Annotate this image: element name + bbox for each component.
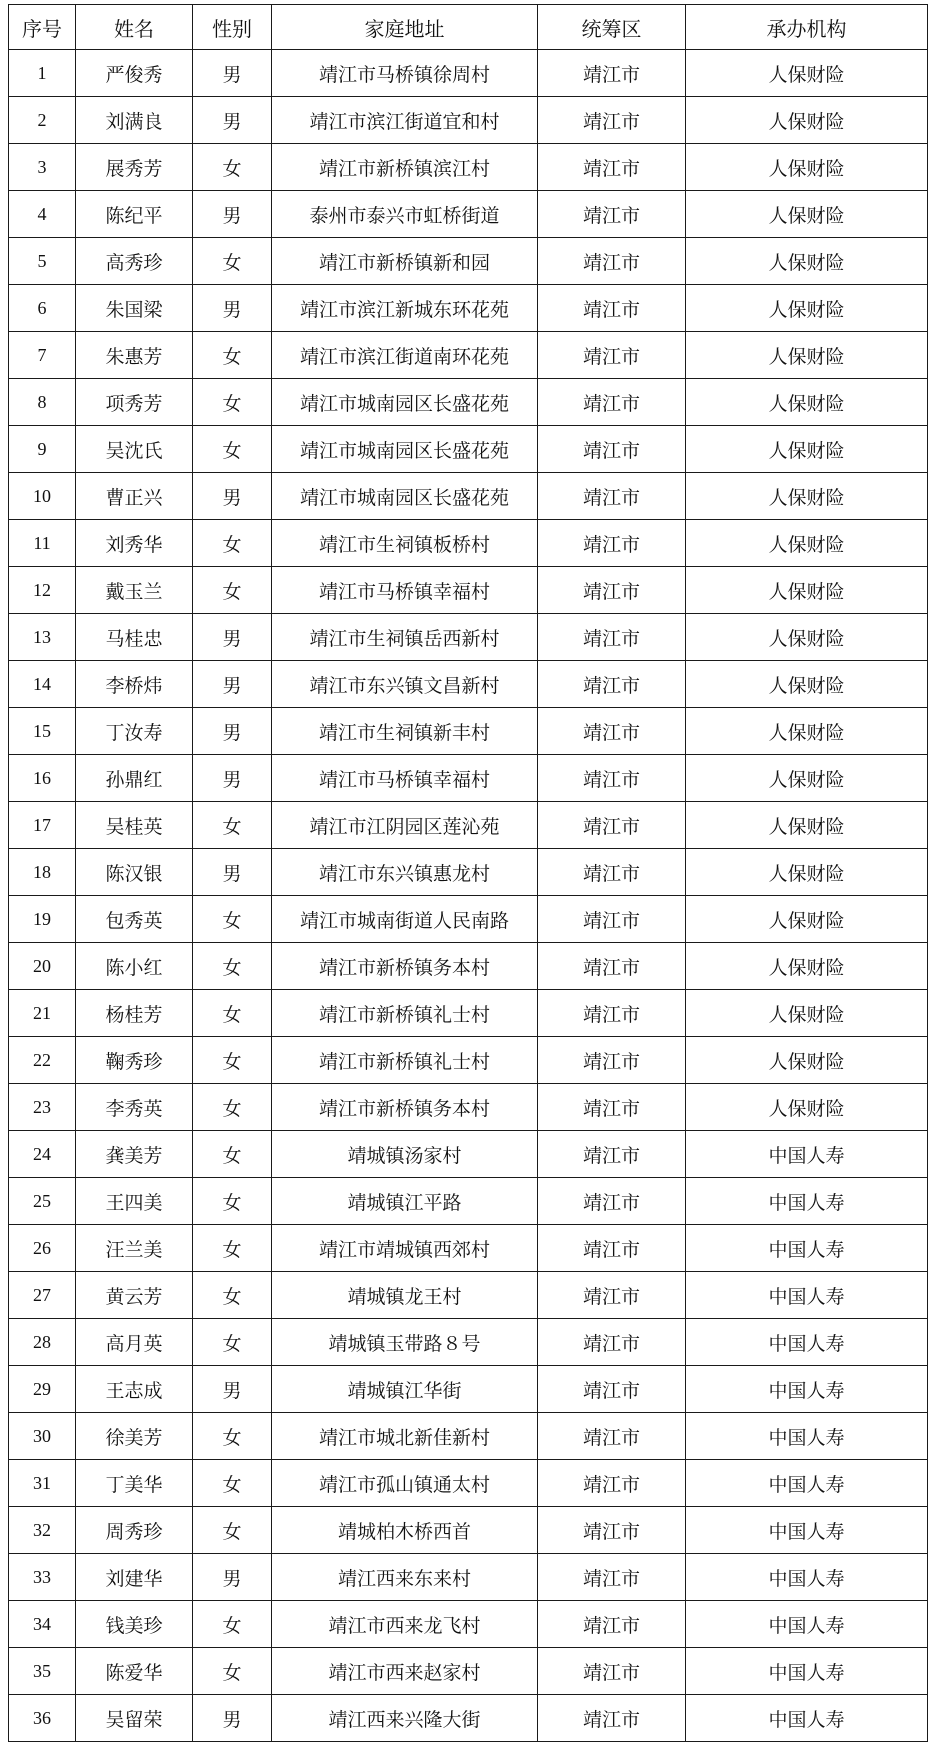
cell-agency: 中国人寿 (686, 1413, 928, 1460)
cell-district: 靖江市 (538, 1601, 686, 1648)
cell-agency: 人保财险 (686, 1037, 928, 1084)
cell-name: 陈汉银 (76, 849, 193, 896)
cell-name: 展秀芳 (76, 144, 193, 191)
cell-address: 靖江市新桥镇滨江村 (272, 144, 538, 191)
cell-gender: 男 (193, 708, 272, 755)
cell-gender: 男 (193, 614, 272, 661)
cell-address: 泰州市泰兴市虹桥街道 (272, 191, 538, 238)
table-row (9, 1460, 928, 1507)
cell-index: 20 (9, 943, 76, 990)
cell-index: 19 (9, 896, 76, 943)
cell-address: 靖江市新桥镇务本村 (272, 943, 538, 990)
cell-agency: 中国人寿 (686, 1366, 928, 1413)
cell-agency: 人保财险 (686, 755, 928, 802)
cell-index: 31 (9, 1460, 76, 1507)
cell-address: 靖城镇玉带路８号 (272, 1319, 538, 1366)
table-row (9, 567, 928, 614)
cell-gender: 男 (193, 50, 272, 97)
cell-name: 龚美芳 (76, 1131, 193, 1178)
cell-index: 30 (9, 1413, 76, 1460)
table-row (9, 802, 928, 849)
cell-address: 靖江市西来龙飞村 (272, 1601, 538, 1648)
cell-index: 10 (9, 473, 76, 520)
cell-name: 孙鼎红 (76, 755, 193, 802)
cell-address: 靖江市生祠镇新丰村 (272, 708, 538, 755)
cell-index: 33 (9, 1554, 76, 1601)
cell-name: 陈纪平 (76, 191, 193, 238)
cell-agency: 中国人寿 (686, 1648, 928, 1695)
cell-index: 32 (9, 1507, 76, 1554)
table-row (9, 1272, 928, 1319)
cell-index: 15 (9, 708, 76, 755)
cell-gender: 女 (193, 990, 272, 1037)
cell-index: 12 (9, 567, 76, 614)
cell-district: 靖江市 (538, 567, 686, 614)
cell-name: 周秀珍 (76, 1507, 193, 1554)
table-row (9, 191, 928, 238)
header-name: 姓名 (76, 5, 193, 50)
cell-district: 靖江市 (538, 1272, 686, 1319)
cell-agency: 中国人寿 (686, 1460, 928, 1507)
cell-name: 李桥炜 (76, 661, 193, 708)
cell-agency: 中国人寿 (686, 1225, 928, 1272)
table-row (9, 1178, 928, 1225)
cell-name: 王志成 (76, 1366, 193, 1413)
cell-agency: 人保财险 (686, 238, 928, 285)
table-row (9, 943, 928, 990)
cell-district: 靖江市 (538, 1131, 686, 1178)
table-row (9, 1131, 928, 1178)
cell-address: 靖江市城南街道人民南路 (272, 896, 538, 943)
cell-address: 靖江市东兴镇惠龙村 (272, 849, 538, 896)
cell-address: 靖城镇龙王村 (272, 1272, 538, 1319)
cell-address: 靖江市城北新佳新村 (272, 1413, 538, 1460)
header-address: 家庭地址 (272, 5, 538, 50)
cell-name: 徐美芳 (76, 1413, 193, 1460)
cell-index: 1 (9, 50, 76, 97)
cell-gender: 女 (193, 1084, 272, 1131)
cell-agency: 人保财险 (686, 943, 928, 990)
cell-index: 2 (9, 97, 76, 144)
cell-gender: 女 (193, 1225, 272, 1272)
table-row (9, 332, 928, 379)
table-row (9, 520, 928, 567)
table-row (9, 285, 928, 332)
cell-address: 靖江市马桥镇徐周村 (272, 50, 538, 97)
cell-index: 4 (9, 191, 76, 238)
cell-index: 28 (9, 1319, 76, 1366)
cell-name: 杨桂芳 (76, 990, 193, 1037)
cell-district: 靖江市 (538, 1037, 686, 1084)
cell-gender: 男 (193, 285, 272, 332)
cell-agency: 人保财险 (686, 97, 928, 144)
cell-agency: 中国人寿 (686, 1507, 928, 1554)
cell-agency: 人保财险 (686, 191, 928, 238)
cell-gender: 男 (193, 473, 272, 520)
cell-address: 靖江市靖城镇西郊村 (272, 1225, 538, 1272)
cell-index: 18 (9, 849, 76, 896)
cell-name: 陈小红 (76, 943, 193, 990)
header-row (9, 5, 928, 50)
cell-district: 靖江市 (538, 1084, 686, 1131)
cell-gender: 男 (193, 1366, 272, 1413)
cell-index: 21 (9, 990, 76, 1037)
cell-gender: 女 (193, 1413, 272, 1460)
cell-name: 李秀英 (76, 1084, 193, 1131)
cell-agency: 中国人寿 (686, 1554, 928, 1601)
cell-district: 靖江市 (538, 379, 686, 426)
cell-gender: 女 (193, 1131, 272, 1178)
cell-index: 22 (9, 1037, 76, 1084)
header-agency: 承办机构 (686, 5, 928, 50)
table-row (9, 661, 928, 708)
cell-name: 陈爱华 (76, 1648, 193, 1695)
cell-index: 6 (9, 285, 76, 332)
cell-gender: 女 (193, 1319, 272, 1366)
table-row (9, 50, 928, 97)
cell-index: 3 (9, 144, 76, 191)
cell-gender: 男 (193, 661, 272, 708)
cell-gender: 男 (193, 1554, 272, 1601)
cell-gender: 女 (193, 567, 272, 614)
cell-index: 7 (9, 332, 76, 379)
table-row (9, 990, 928, 1037)
cell-name: 刘建华 (76, 1554, 193, 1601)
cell-index: 25 (9, 1178, 76, 1225)
cell-name: 王四美 (76, 1178, 193, 1225)
cell-district: 靖江市 (538, 520, 686, 567)
cell-gender: 女 (193, 332, 272, 379)
cell-agency: 人保财险 (686, 520, 928, 567)
cell-name: 马桂忠 (76, 614, 193, 661)
cell-district: 靖江市 (538, 1178, 686, 1225)
cell-gender: 男 (193, 755, 272, 802)
cell-district: 靖江市 (538, 191, 686, 238)
cell-address: 靖江市滨江新城东环花苑 (272, 285, 538, 332)
cell-address: 靖江市孤山镇通太村 (272, 1460, 538, 1507)
cell-index: 5 (9, 238, 76, 285)
cell-index: 11 (9, 520, 76, 567)
cell-district: 靖江市 (538, 1413, 686, 1460)
cell-name: 鞠秀珍 (76, 1037, 193, 1084)
table-row (9, 1084, 928, 1131)
cell-gender: 女 (193, 144, 272, 191)
cell-address: 靖江市滨江街道南环花苑 (272, 332, 538, 379)
table-row (9, 238, 928, 285)
cell-address: 靖江市新桥镇务本村 (272, 1084, 538, 1131)
cell-address: 靖江市江阴园区莲沁苑 (272, 802, 538, 849)
cell-agency: 人保财险 (686, 614, 928, 661)
cell-index: 9 (9, 426, 76, 473)
cell-name: 丁美华 (76, 1460, 193, 1507)
table-row (9, 849, 928, 896)
table-body (9, 50, 928, 1742)
cell-agency: 人保财险 (686, 802, 928, 849)
cell-district: 靖江市 (538, 426, 686, 473)
table-row (9, 144, 928, 191)
cell-name: 曹正兴 (76, 473, 193, 520)
table-row (9, 1507, 928, 1554)
cell-district: 靖江市 (538, 1460, 686, 1507)
cell-gender: 男 (193, 1695, 272, 1742)
cell-gender: 女 (193, 896, 272, 943)
cell-agency: 人保财险 (686, 426, 928, 473)
cell-district: 靖江市 (538, 285, 686, 332)
cell-name: 吴留荣 (76, 1695, 193, 1742)
cell-gender: 女 (193, 802, 272, 849)
table-row (9, 97, 928, 144)
cell-gender: 女 (193, 238, 272, 285)
cell-agency: 人保财险 (686, 661, 928, 708)
cell-name: 戴玉兰 (76, 567, 193, 614)
cell-agency: 人保财险 (686, 473, 928, 520)
table-row (9, 755, 928, 802)
cell-address: 靖江市新桥镇新和园 (272, 238, 538, 285)
table-row (9, 426, 928, 473)
cell-name: 朱国梁 (76, 285, 193, 332)
cell-gender: 女 (193, 520, 272, 567)
cell-address: 靖江市新桥镇礼士村 (272, 1037, 538, 1084)
cell-district: 靖江市 (538, 238, 686, 285)
cell-index: 27 (9, 1272, 76, 1319)
cell-agency: 中国人寿 (686, 1695, 928, 1742)
cell-gender: 女 (193, 1460, 272, 1507)
cell-district: 靖江市 (538, 144, 686, 191)
table-row (9, 1601, 928, 1648)
cell-agency: 人保财险 (686, 332, 928, 379)
cell-gender: 女 (193, 426, 272, 473)
cell-agency: 中国人寿 (686, 1319, 928, 1366)
cell-index: 34 (9, 1601, 76, 1648)
cell-address: 靖江市城南园区长盛花苑 (272, 473, 538, 520)
cell-agency: 人保财险 (686, 849, 928, 896)
cell-address: 靖城镇江平路 (272, 1178, 538, 1225)
cell-agency: 中国人寿 (686, 1131, 928, 1178)
cell-district: 靖江市 (538, 1554, 686, 1601)
cell-index: 23 (9, 1084, 76, 1131)
cell-agency: 人保财险 (686, 896, 928, 943)
cell-address: 靖江市城南园区长盛花苑 (272, 426, 538, 473)
cell-address: 靖江西来兴隆大街 (272, 1695, 538, 1742)
cell-gender: 女 (193, 943, 272, 990)
cell-gender: 男 (193, 97, 272, 144)
cell-name: 吴沈氏 (76, 426, 193, 473)
table-row (9, 1554, 928, 1601)
cell-index: 13 (9, 614, 76, 661)
cell-index: 29 (9, 1366, 76, 1413)
cell-address: 靖江市西来赵家村 (272, 1648, 538, 1695)
table-row (9, 1695, 928, 1742)
cell-name: 高秀珍 (76, 238, 193, 285)
cell-index: 14 (9, 661, 76, 708)
cell-agency: 人保财险 (686, 379, 928, 426)
header-district: 统筹区 (538, 5, 686, 50)
cell-agency: 人保财险 (686, 1084, 928, 1131)
table-row (9, 379, 928, 426)
cell-agency: 人保财险 (686, 285, 928, 332)
cell-district: 靖江市 (538, 1648, 686, 1695)
table-row (9, 614, 928, 661)
cell-gender: 女 (193, 1178, 272, 1225)
cell-address: 靖江市东兴镇文昌新村 (272, 661, 538, 708)
cell-address: 靖江市生祠镇板桥村 (272, 520, 538, 567)
cell-gender: 女 (193, 379, 272, 426)
cell-name: 黄云芳 (76, 1272, 193, 1319)
cell-agency: 人保财险 (686, 708, 928, 755)
table-row (9, 1319, 928, 1366)
table-row (9, 473, 928, 520)
cell-district: 靖江市 (538, 802, 686, 849)
cell-gender: 女 (193, 1507, 272, 1554)
table-row (9, 1366, 928, 1413)
cell-gender: 男 (193, 191, 272, 238)
cell-agency: 人保财险 (686, 567, 928, 614)
cell-address: 靖江市城南园区长盛花苑 (272, 379, 538, 426)
cell-name: 包秀英 (76, 896, 193, 943)
cell-address: 靖江市生祠镇岳西新村 (272, 614, 538, 661)
cell-district: 靖江市 (538, 1366, 686, 1413)
cell-index: 36 (9, 1695, 76, 1742)
cell-gender: 女 (193, 1037, 272, 1084)
cell-name: 高月英 (76, 1319, 193, 1366)
cell-agency: 人保财险 (686, 50, 928, 97)
cell-name: 刘秀华 (76, 520, 193, 567)
cell-district: 靖江市 (538, 1319, 686, 1366)
table-row (9, 896, 928, 943)
cell-index: 26 (9, 1225, 76, 1272)
cell-gender: 女 (193, 1272, 272, 1319)
cell-name: 吴桂英 (76, 802, 193, 849)
header-index: 序号 (9, 5, 76, 50)
cell-name: 项秀芳 (76, 379, 193, 426)
cell-address: 靖江市马桥镇幸福村 (272, 567, 538, 614)
cell-district: 靖江市 (538, 614, 686, 661)
cell-name: 丁汝寿 (76, 708, 193, 755)
cell-district: 靖江市 (538, 50, 686, 97)
cell-district: 靖江市 (538, 97, 686, 144)
cell-district: 靖江市 (538, 332, 686, 379)
cell-district: 靖江市 (538, 755, 686, 802)
cell-agency: 人保财险 (686, 144, 928, 191)
table-row (9, 1037, 928, 1084)
roster-table (8, 4, 928, 1742)
cell-district: 靖江市 (538, 708, 686, 755)
cell-district: 靖江市 (538, 943, 686, 990)
cell-district: 靖江市 (538, 1695, 686, 1742)
header-gender: 性别 (193, 5, 272, 50)
cell-agency: 中国人寿 (686, 1178, 928, 1225)
cell-address: 靖江市马桥镇幸福村 (272, 755, 538, 802)
table-row (9, 708, 928, 755)
cell-district: 靖江市 (538, 473, 686, 520)
cell-district: 靖江市 (538, 896, 686, 943)
cell-district: 靖江市 (538, 990, 686, 1037)
cell-agency: 中国人寿 (686, 1272, 928, 1319)
cell-gender: 女 (193, 1601, 272, 1648)
cell-address: 靖江市新桥镇礼士村 (272, 990, 538, 1037)
cell-district: 靖江市 (538, 1507, 686, 1554)
cell-address: 靖城柏木桥西首 (272, 1507, 538, 1554)
cell-index: 16 (9, 755, 76, 802)
cell-gender: 男 (193, 849, 272, 896)
cell-name: 刘满良 (76, 97, 193, 144)
table-row (9, 1648, 928, 1695)
cell-agency: 中国人寿 (686, 1601, 928, 1648)
cell-name: 严俊秀 (76, 50, 193, 97)
table-row (9, 1225, 928, 1272)
cell-address: 靖江市滨江街道宜和村 (272, 97, 538, 144)
cell-address: 靖城镇汤家村 (272, 1131, 538, 1178)
cell-agency: 人保财险 (686, 990, 928, 1037)
cell-index: 17 (9, 802, 76, 849)
cell-name: 汪兰美 (76, 1225, 193, 1272)
cell-name: 朱惠芳 (76, 332, 193, 379)
cell-district: 靖江市 (538, 661, 686, 708)
cell-index: 24 (9, 1131, 76, 1178)
cell-district: 靖江市 (538, 1225, 686, 1272)
cell-index: 35 (9, 1648, 76, 1695)
table-row (9, 1413, 928, 1460)
cell-address: 靖江西来东来村 (272, 1554, 538, 1601)
cell-district: 靖江市 (538, 849, 686, 896)
cell-name: 钱美珍 (76, 1601, 193, 1648)
cell-index: 8 (9, 379, 76, 426)
cell-gender: 女 (193, 1648, 272, 1695)
cell-address: 靖城镇江华街 (272, 1366, 538, 1413)
